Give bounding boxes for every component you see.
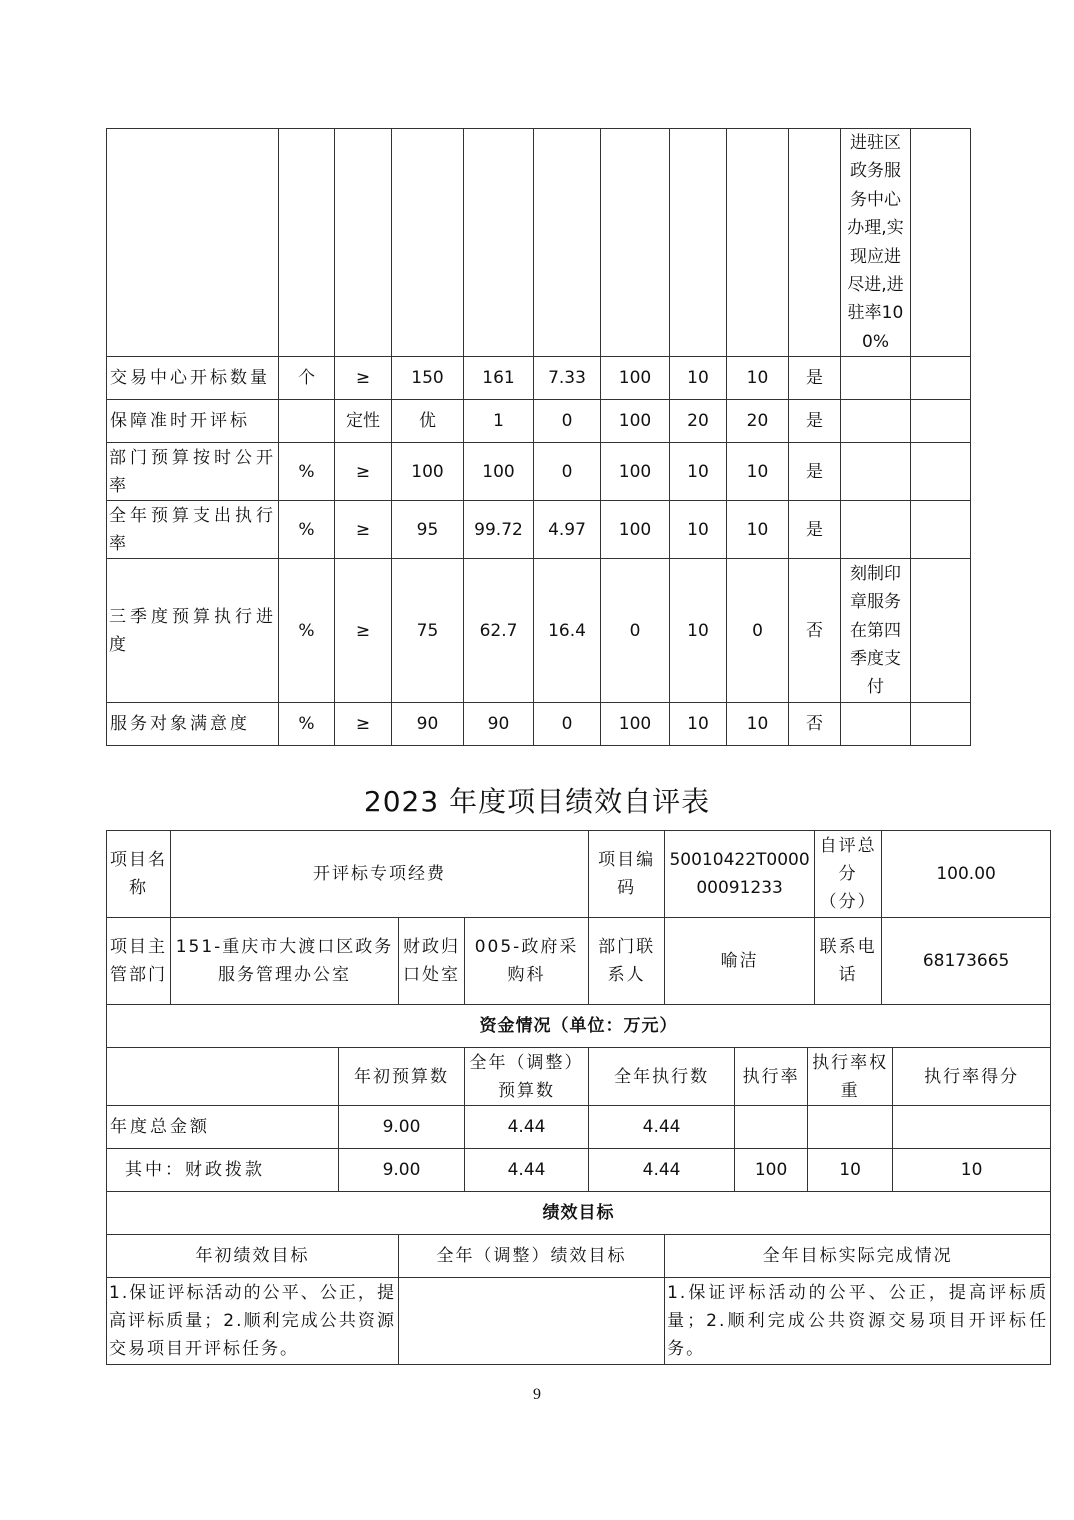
table-row — [107, 1106, 1051, 1149]
indicator-extra — [911, 443, 971, 501]
indicator-score: 10 — [727, 501, 789, 559]
table-row — [107, 357, 971, 400]
indicator-unit: % — [279, 559, 335, 703]
indicator-deviation: 16.4 — [534, 559, 601, 703]
table-row — [107, 400, 971, 443]
goals-section-title: 绩效目标 — [107, 1192, 1051, 1235]
indicator-name: 保障准时开评标 — [107, 400, 279, 443]
indicator-met: 否 — [789, 703, 841, 746]
indicator-extra — [911, 559, 971, 703]
indicator-target: 95 — [392, 501, 464, 559]
funds-executed: 4.44 — [589, 1106, 735, 1149]
indicator-table — [106, 128, 971, 746]
funds-initial: 9.00 — [339, 1106, 465, 1149]
funds-row-label: 其中：财政拨款 — [107, 1149, 339, 1192]
indicator-extra — [911, 703, 971, 746]
indicator-op: ≥ — [335, 559, 392, 703]
funds-adjusted: 4.44 — [465, 1106, 589, 1149]
indicator-target: 100 — [392, 443, 464, 501]
table-row — [107, 1005, 1051, 1048]
phone-number: 68173665 — [882, 918, 1051, 1005]
funds-weight — [808, 1106, 893, 1149]
indicator-score: 0 — [727, 559, 789, 703]
goals-header: 全年（调整）绩效目标 — [399, 1235, 665, 1278]
indicator-rate: 0 — [601, 559, 670, 703]
indicator-actual: 90 — [464, 703, 534, 746]
indicator-score: 10 — [727, 357, 789, 400]
indicator-target: 优 — [392, 400, 464, 443]
funds-header: 执行率得分 — [893, 1048, 1051, 1106]
indicator-met: 是 — [789, 357, 841, 400]
indicator-deviation: 0 — [534, 443, 601, 501]
indicator-met: 是 — [789, 443, 841, 501]
indicator-actual: 62.7 — [464, 559, 534, 703]
indicator-op: ≥ — [335, 703, 392, 746]
table-row — [107, 443, 971, 501]
indicator-deviation: 0 — [534, 400, 601, 443]
table-row — [107, 1192, 1051, 1235]
table-row — [107, 918, 1051, 1005]
funds-header: 全年执行数 — [589, 1048, 735, 1106]
funds-executed: 4.44 — [589, 1149, 735, 1192]
indicator-op: 定性 — [335, 400, 392, 443]
indicator-rate: 100 — [601, 400, 670, 443]
indicator-name: 服务对象满意度 — [107, 703, 279, 746]
goals-header: 年初绩效目标 — [107, 1235, 399, 1278]
indicator-op: ≥ — [335, 443, 392, 501]
indicator-rate: 100 — [601, 357, 670, 400]
goals-actual: 1.保证评标活动的公平、公正，提高评标质量；2.顺利完成公共资源交易项目开评标任务。 — [665, 1278, 1051, 1365]
goals-adjusted — [399, 1278, 665, 1365]
indicator-weight: 20 — [670, 400, 727, 443]
finance-label: 财政归口处室 — [399, 918, 465, 1005]
indicator-deviation: 7.33 — [534, 357, 601, 400]
funds-row-label: 年度总金额 — [107, 1106, 339, 1149]
table-row — [107, 1278, 1051, 1365]
indicator-unit: % — [279, 443, 335, 501]
indicator-actual: 99.72 — [464, 501, 534, 559]
indicator-met: 否 — [789, 559, 841, 703]
indicator-unit: 个 — [279, 357, 335, 400]
dept-label: 项目主管部门 — [107, 918, 171, 1005]
indicator-actual: 161 — [464, 357, 534, 400]
project-code: 50010422T000000091233 — [665, 831, 815, 918]
table-row — [107, 1048, 1051, 1106]
table-row — [107, 129, 971, 357]
funds-rate: 100 — [735, 1149, 808, 1192]
phone-label: 联系电话 — [815, 918, 882, 1005]
project-name-label: 项目名称 — [107, 831, 171, 918]
indicator-target: 150 — [392, 357, 464, 400]
indicator-rate: 100 — [601, 443, 670, 501]
funds-header: 全年（调整）预算数 — [465, 1048, 589, 1106]
funds-score: 10 — [893, 1149, 1051, 1192]
form-title: 2023 年度项目绩效自评表 — [363, 785, 711, 818]
funds-adjusted: 4.44 — [465, 1149, 589, 1192]
goals-initial: 1.保证评标活动的公平、公正，提高评标质量；2.顺利完成公共资源交易项目开评标任务。 — [107, 1278, 399, 1365]
table-row — [107, 1149, 1051, 1192]
table-row — [107, 559, 971, 703]
indicator-name: 部门预算按时公开率 — [107, 443, 279, 501]
page-number: 9 — [533, 1386, 541, 1403]
funds-initial: 9.00 — [339, 1149, 465, 1192]
contact-label: 部门联系人 — [589, 918, 665, 1005]
indicator-rate: 100 — [601, 703, 670, 746]
indicator-name: 三季度预算执行进度 — [107, 559, 279, 703]
indicator-note: 刻制印章服务在第四季度支付 — [841, 559, 911, 703]
indicator-name: 全年预算支出执行率 — [107, 501, 279, 559]
indicator-extra — [911, 501, 971, 559]
indicator-note — [841, 443, 911, 501]
table-row — [107, 831, 1051, 918]
indicator-deviation: 4.97 — [534, 501, 601, 559]
indicator-unit — [279, 400, 335, 443]
self-score: 100.00 — [882, 831, 1051, 918]
indicator-extra — [911, 357, 971, 400]
indicator-score: 20 — [727, 400, 789, 443]
self-score-label: 自评总分（分） — [815, 831, 882, 918]
indicator-extra — [911, 400, 971, 443]
indicator-note — [841, 703, 911, 746]
indicator-name: 交易中心开标数量 — [107, 357, 279, 400]
self-evaluation-form — [106, 830, 1051, 1365]
funds-score — [893, 1106, 1051, 1149]
indicator-weight: 10 — [670, 501, 727, 559]
funds-header: 执行率 — [735, 1048, 808, 1106]
indicator-met: 是 — [789, 400, 841, 443]
indicator-met: 是 — [789, 501, 841, 559]
funds-weight: 10 — [808, 1149, 893, 1192]
indicator-note — [841, 400, 911, 443]
indicator-target: 90 — [392, 703, 464, 746]
indicator-weight: 10 — [670, 443, 727, 501]
continuation-note: 进驻区政务服务中心办理,实现应进尽进,进驻率100% — [841, 129, 911, 357]
indicator-unit: % — [279, 703, 335, 746]
table-row — [107, 501, 971, 559]
indicator-score: 10 — [727, 703, 789, 746]
finance-office: 005-政府采购科 — [465, 918, 589, 1005]
indicator-actual: 1 — [464, 400, 534, 443]
indicator-rate: 100 — [601, 501, 670, 559]
indicator-weight: 10 — [670, 703, 727, 746]
table-row — [107, 1235, 1051, 1278]
funds-header: 执行率权重 — [808, 1048, 893, 1106]
funds-header: 年初预算数 — [339, 1048, 465, 1106]
indicator-target: 75 — [392, 559, 464, 703]
goals-header: 全年目标实际完成情况 — [665, 1235, 1051, 1278]
indicator-weight: 10 — [670, 559, 727, 703]
table-row — [107, 703, 971, 746]
indicator-note — [841, 357, 911, 400]
indicator-weight: 10 — [670, 357, 727, 400]
indicator-op: ≥ — [335, 501, 392, 559]
indicator-note — [841, 501, 911, 559]
funds-section-title: 资金情况（单位：万元） — [107, 1005, 1051, 1048]
indicator-op: ≥ — [335, 357, 392, 400]
project-name: 开评标专项经费 — [171, 831, 589, 918]
project-code-label: 项目编码 — [589, 831, 665, 918]
indicator-deviation: 0 — [534, 703, 601, 746]
funds-rate — [735, 1106, 808, 1149]
contact-name: 喻洁 — [665, 918, 815, 1005]
dept-name: 151-重庆市大渡口区政务服务管理办公室 — [171, 918, 399, 1005]
indicator-score: 10 — [727, 443, 789, 501]
indicator-actual: 100 — [464, 443, 534, 501]
indicator-unit: % — [279, 501, 335, 559]
